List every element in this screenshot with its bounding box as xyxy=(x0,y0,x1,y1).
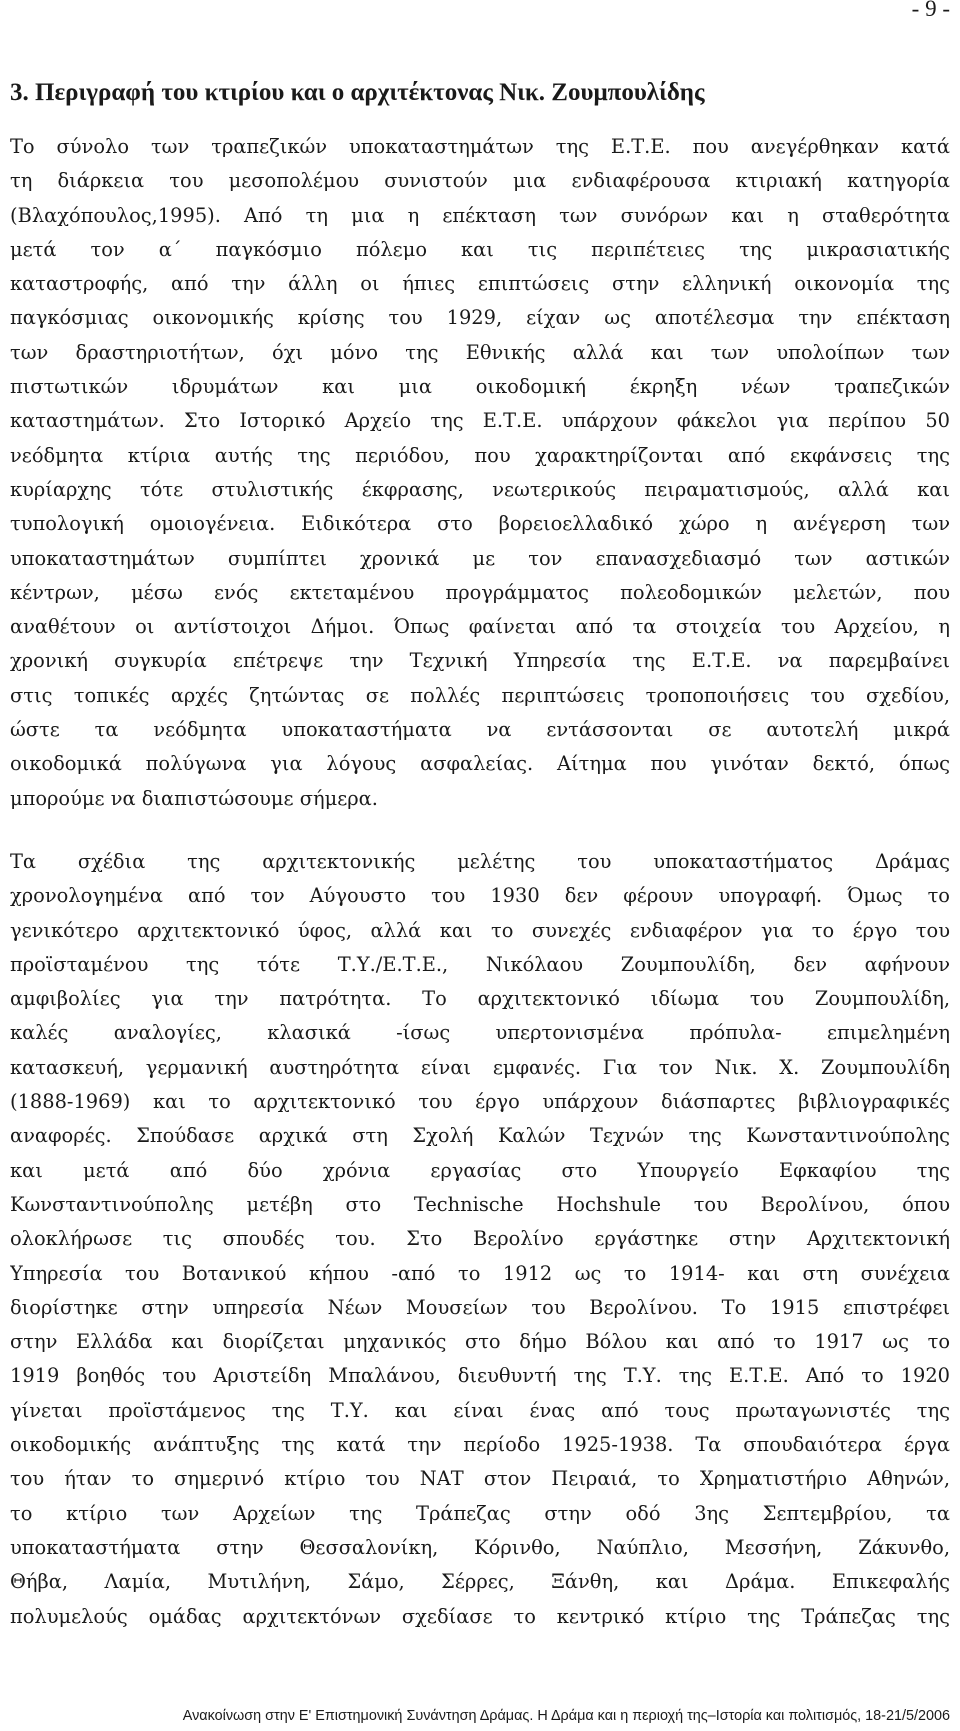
text-line: των δραστηριοτήτων, όχι μόνο της Εθνικής αλλά και των υπολοίπων των xyxy=(10,340,950,364)
text-line: υποκαταστημάτων συμπίπτει χρονικά με τον επανασχεδιασμό των αστικών xyxy=(10,546,950,570)
text-line: Υπηρεσία του Βοτανικού κήπου -από το 1912 ως το 1914- και στη συνέχεια xyxy=(10,1261,950,1285)
text-line: και μετά από δύο χρόνια εργασίας στο Υπουργείο Εφκαφίου της xyxy=(10,1158,950,1182)
text-line: (1888-1969) και το αρχιτεκτονικό του έργο υπάρχουν διάσπαρτες βιβλιογραφικές xyxy=(10,1090,950,1114)
text-line: οικοδομικά πολύγωνα για λόγους ασφαλείας. Αίτημα που γινόταν δεκτό, όπως xyxy=(10,752,950,776)
text-line: αναθέτουν οι αντίστοιχοι Δήμοι. Όπως φαίνεται από τα στοιχεία του Αρχείου, η xyxy=(10,615,950,639)
text-line: καλές αναλογίες, κλασικά -ίσως υπερτονισμένα πρόπυλα- επιμελημένη xyxy=(10,1021,950,1045)
text-line: Τα σχέδια της αρχιτεκτονικής μελέτης του υποκαταστήματος Δράμας xyxy=(10,850,950,873)
text-line: διορίστηκε στην υπηρεσία Νέων Μουσείων του Βερολίνου. Το 1915 επιστρέφει xyxy=(10,1295,950,1319)
text-line: χρονολογημένα από τον Αύγουστο του 1930 δεν φέρουν υπογραφή. Όμως το xyxy=(10,884,950,908)
text-line: κέντρων, μέσω ενός εκτεταμένου προγράμματος πολεοδομικών μελετών, που xyxy=(10,580,950,604)
text-line: τυπολογική ομοιογένεια. Ειδικότερα στο βορειοελλαδικό χώρο η ανέγερση των xyxy=(10,512,950,536)
text-line: μπορούμε να διαπιστώσουμε σήμερα. xyxy=(10,786,378,810)
footer-note: Ανακοίνωση στην Ε' Επιστημονική Συνάντηση Δράμας. Η Δράμα και η περιοχή της–Ιστορία και πολιτισμός, 18-21/5/2006 xyxy=(182,1708,950,1724)
text-line: γίνεται προϊστάμενος της Τ.Υ. και είναι ένας από τους πρωταγωνιστές της xyxy=(10,1398,950,1422)
text-line: πιστωτικών ιδρυμάτων και μια οικοδομική έκρηξη νέων τραπεζικών xyxy=(10,375,950,399)
paragraph-2 xyxy=(10,845,950,1634)
text-line: μετά τον α΄ παγκόσμιο πόλεμο και τις περιπέτειες της μικρασιατικής xyxy=(10,237,950,261)
text-line: νεόδμητα κτίρια αυτής της περιόδου, που χαρακτηρίζονται από εκφάνσεις της xyxy=(10,443,950,467)
text-line: αμφιβολίες για την πατρότητα. Το αρχιτεκτονικό ιδίωμα του Ζουμπουλίδη, xyxy=(10,987,950,1011)
paragraph-1 xyxy=(10,130,950,816)
text-line: του ήταν το σημερινό κτίριο του ΝΑΤ στον Πειραιά, το Χρηματιστήριο Αθηνών, xyxy=(10,1467,950,1491)
text-line: ώστε τα νεόδμητα υποκαταστήματα να εντάσσονται σε αυτοτελή μικρά xyxy=(10,718,950,742)
text-line: πολυμελούς ομάδας αρχιτεκτόνων σχεδίασε το κεντρικό κτίριο της Τράπεζας της xyxy=(10,1604,950,1628)
text-line: ολοκλήρωσε τις σπουδές του. Στο Βερολίνο εργάστηκε στην Αρχιτεκτονική xyxy=(10,1227,950,1251)
text-line: παγκόσμιας οικονομικής κρίσης του 1929, είχαν ως αποτέλεσμα την επέκταση xyxy=(10,306,950,330)
text-line: Το σύνολο των τραπεζικών υποκαταστημάτων της Ε.Τ.Ε. που ανεγέρθηκαν κατά xyxy=(10,135,950,158)
section-title: 3. Περιγραφή του κτιρίου και ο αρχιτέκτονας Νικ. Ζουμπουλίδης xyxy=(10,79,705,106)
text-line: καταστροφής, από την άλλη οι ήπιες επιπτώσεις στην ελληνική οικονομία της xyxy=(10,272,950,296)
page-number: - 9 - xyxy=(911,0,950,21)
text-line: αναφορές. Σπούδασε αρχικά στη Σχολή Καλών Τεχνών της Κωνσταντινούπολης xyxy=(10,1124,950,1148)
text-line: γενικότερο αρχιτεκτονικό ύφος, αλλά και το συνεχές ενδιαφέρον για το έργο του xyxy=(10,918,950,942)
text-line: προϊσταμένου της τότε Τ.Υ./Ε.Τ.Ε., Νικόλαου Ζουμπουλίδη, δεν αφήνουν xyxy=(10,952,950,976)
text-line: κυρίαρχης τότε στυλιστικής έκφρασης, νεωτερικούς πειραματισμούς, αλλά και xyxy=(10,477,950,501)
text-line: στις τοπικές αρχές ζητώντας σε πολλές περιπτώσεις τροποποιήσεις του σχεδίου, xyxy=(10,683,950,707)
text-line: κατασκευή, γερμανική αυστηρότητα είναι εμφανές. Για τον Νικ. Χ. Ζουμπουλίδη xyxy=(10,1055,950,1079)
text-line: στην Ελλάδα και διορίζεται μηχανικός στο δήμο Βόλου και από το 1917 ως το xyxy=(10,1330,950,1354)
text-line: οικοδομικής ανάπτυξης της κατά την περίοδο 1925-1938. Τα σπουδαιότερα έργα xyxy=(10,1433,950,1457)
text-line: Κωνσταντινούπολης μετέβη στο Technische Hochshule του Βερολίνου, όπου xyxy=(10,1192,950,1216)
text-line: το κτίριο των Αρχείων της Τράπεζας στην οδό 3ης Σεπτεμβρίου, τα xyxy=(10,1501,950,1525)
text-line: Θήβα, Λαμία, Μυτιλήνη, Σάμο, Σέρρες, Ξάνθη, και Δράμα. Επικεφαλής xyxy=(10,1570,950,1594)
text-line: 1919 βοηθός του Αριστείδη Μπαλάνου, διευθυντή της Τ.Υ. της Ε.Τ.Ε. Από το 1920 xyxy=(10,1364,950,1388)
text-line: τη διάρκεια του μεσοπολέμου συνιστούν μια ενδιαφέρουσα κτιριακή κατηγορία xyxy=(10,169,950,193)
text-line: (Βλαχόπουλος,1995). Από τη μια η επέκταση των συνόρων και η σταθερότητα xyxy=(10,203,950,227)
text-line: καταστημάτων. Στο Ιστορικό Αρχείο της Ε.Τ.Ε. υπάρχουν φάκελοι για περίπου 50 xyxy=(10,409,950,433)
text-line: χρονική συγκυρία επέτρεψε την Τεχνική Υπηρεσία της Ε.Τ.Ε. να παρεμβαίνει xyxy=(10,649,950,673)
text-line: υποκαταστήματα στην Θεσσαλονίκη, Κόρινθο, Ναύπλιο, Μεσσήνη, Ζάκυνθο, xyxy=(10,1535,950,1559)
